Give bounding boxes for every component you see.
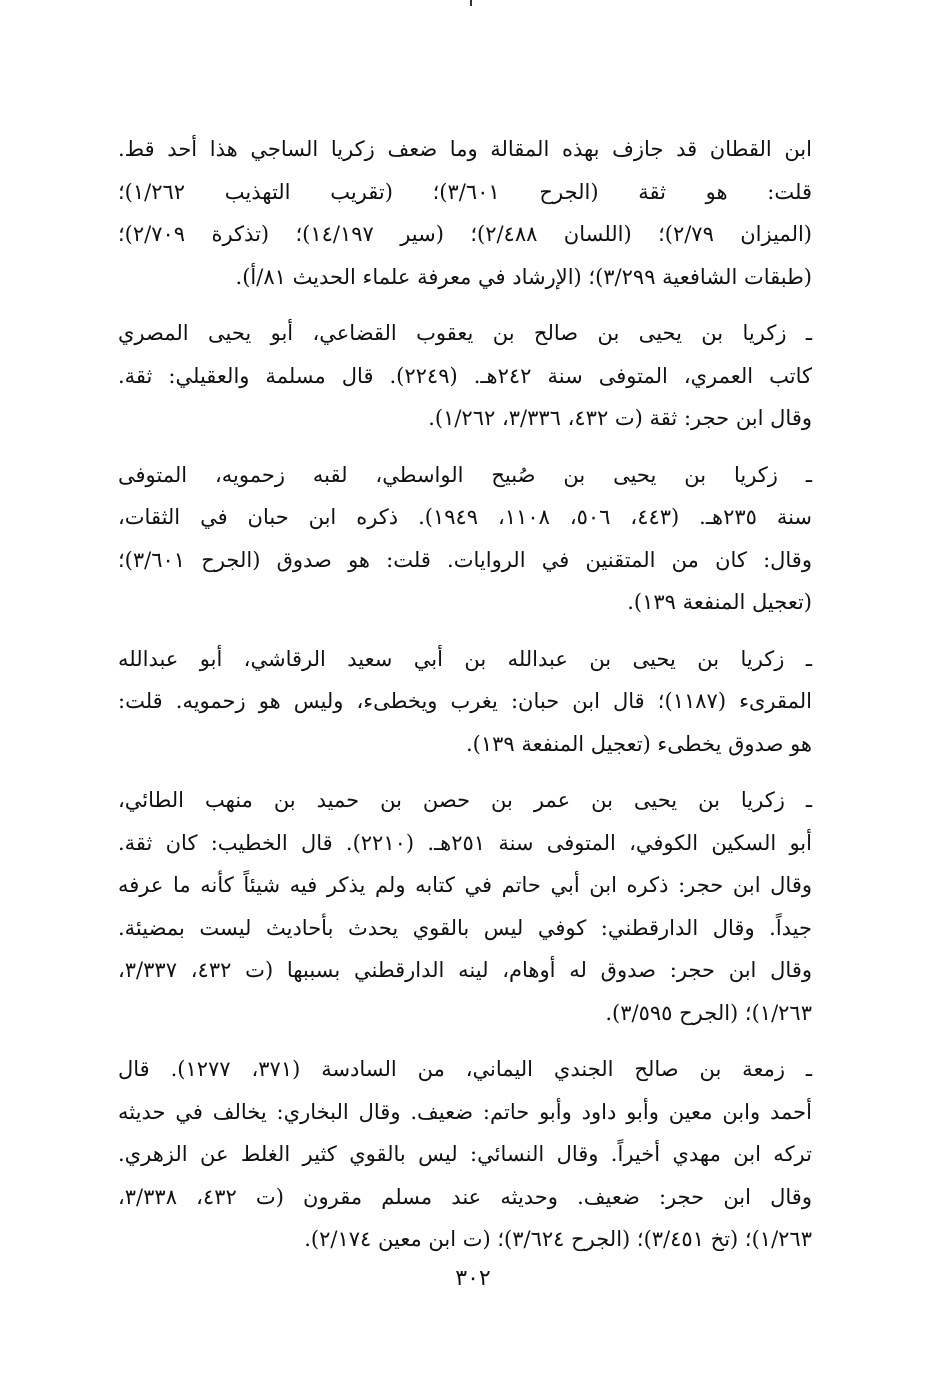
text-line: (الميزان ٢/٧٩)؛ (اللسان ٢/٤٨٨)؛ (سير ١٤/١٩٧)؛ (تذكرة ٢/٧٠٩)؛ [118, 222, 812, 246]
entry-zamaa-ibn-salih [118, 1048, 812, 1261]
text-line: ١/٢٦٣)؛ (تخ ٣/٤٥١)؛ (الجرح ٣/٦٢٤)؛ (ت ابن معين ٢/١٧٤). [304, 1227, 812, 1251]
body-text [118, 128, 812, 1275]
text-line: جيداً. وقال الدارقطني: كوفي ليس بالقوي يحدث بأحاديث ليست بمضيئة. [118, 915, 812, 940]
entry-zakariya-ibn-yahya-ibn-subayh [118, 454, 812, 624]
entry-zakariya-ibn-yahya-al-raqashi [118, 638, 812, 766]
paragraph-continuation [118, 128, 812, 298]
text-line: ١/٢٦٣)؛ (الجرح ٣/٥٩٥). [605, 1000, 812, 1025]
text-line: وقال ابن حجر: صدوق له أوهام، لينه الدارقطني بسببها (ت ٤٣٢، ٣/٣٣٧، [118, 958, 813, 982]
text-line: كاتب العمري، المتوفى سنة ٢٤٢هـ. (٢٢٤٩). قال مسلمة والعقيلي: ثقة. [118, 363, 812, 388]
text-line: هو صدوق يخطىء (تعجيل المنفعة ١٣٩). [466, 731, 812, 756]
text-line: وقال ابن حجر: ضعيف. وحديثه عند مسلم مقرون (ت ٤٣٢، ٣/٣٣٨، [118, 1184, 812, 1209]
top-edge-mark [470, 0, 472, 6]
text-line: ـ زكريا بن يحيى بن عمر بن حصن بن حميد بن منهب الطائي، [118, 788, 812, 812]
text-line: وقال: كان من المتقنين في الروايات. قلت: هو صدوق (الجرح ٣/٦٠١)؛ [118, 547, 812, 572]
text-line: سنة ٢٣٥هـ. (٤٤٣، ٥٠٦، ١١٠٨، ١٩٤٩). ذكره ابن حبان في الثقات، [118, 505, 813, 529]
text-line: (طبقات الشافعية ٣/٢٩٩)؛ (الإرشاد في معرفة علماء الحديث ٨١/أ). [235, 264, 812, 289]
entry-zakariya-ibn-yahya-al-tai [118, 779, 812, 1034]
text-line: ـ زمعة بن صالح الجندي اليماني، من السادسة (٣٧١، ١٢٧٧). قال [118, 1057, 813, 1081]
text-line: (تعجيل المنفعة ١٣٩). [627, 590, 812, 614]
text-line: أبو السكين الكوفي، المتوفى سنة ٢٥١هـ. (٢٢١٠). قال الخطيب: كان ثقة. [118, 830, 812, 855]
text-line: أحمد وابن معين وأبو داود وأبو حاتم: ضعيف. وقال البخاري: يخالف في حديثه [118, 1099, 812, 1124]
text-line: ـ زكريا بن يحيى بن صالح بن يعقوب القضاعي، أبو يحيى المصري [118, 321, 812, 345]
text-line: وقال ابن حجر: ثقة (ت ٤٣٢، ٣/٣٣٦، ١/٢٦٢). [428, 406, 812, 430]
text-line: تركه ابن مهدي أخيراً. وقال النسائي: ليس بالقوي كثير الغلط عن الزهري. [118, 1142, 812, 1166]
page-number: ٣٠٢ [455, 1266, 491, 1291]
text-line: ـ زكريا بن يحيى بن صُبيح الواسطي، لقبه زحمويه، المتوفى [118, 462, 812, 487]
text-line: قلت: هو ثقة (الجرح ٣/٦٠١)؛ (تقريب التهذيب ١/٢٦٢)؛ [118, 179, 812, 204]
entry-zakariya-ibn-yahya-ibn-salih [118, 312, 812, 440]
text-line: ـ زكريا بن يحيى بن عبدالله بن أبي سعيد الرقاشي، أبو عبدالله [118, 646, 812, 671]
text-line: وقال ابن حجر: ذكره ابن أبي حاتم في كتابه ولم يذكر فيه شيئاً كأنه ما عرفه [118, 873, 812, 897]
text-line: ابن القطان قد جازف بهذه المقالة وما ضعف زكريا الساجي هذا أحد قط. [118, 137, 812, 161]
text-line: المقرىء (١١٨٧)؛ قال ابن حبان: يغرب ويخطىء، وليس هو زحمويه. قلت: [118, 689, 812, 713]
